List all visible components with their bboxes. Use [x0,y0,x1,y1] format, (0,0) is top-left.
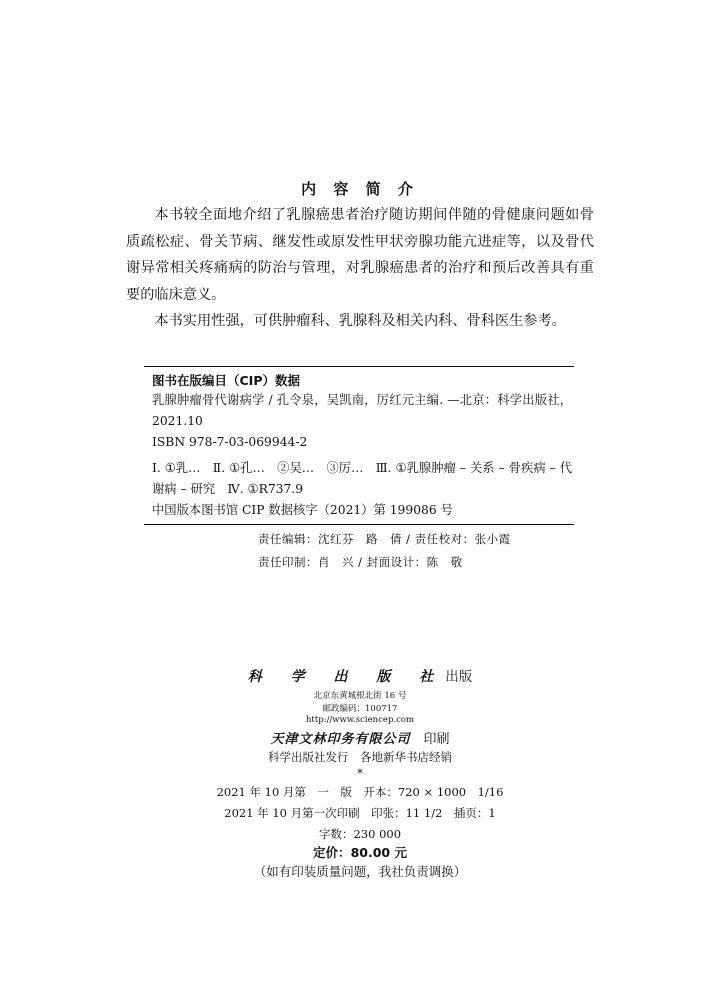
printing-line: 2021 年 10 月第一次印刷 印张：11 1/2 插页：1 [224,806,496,820]
intro-title: 内 容 简 介 [301,180,419,198]
cip-top-rule [144,366,574,367]
publisher-suffix: 出版 [445,669,473,685]
publisher-address: 北京东黄城根北街 16 号 [313,691,407,701]
cip-heading: 图书在版编目（CIP）数据 [152,373,300,388]
quality-note: （如有印装质量问题，我社负责调换） [253,864,467,879]
publisher-postcode: 邮政编码：100717 [322,704,398,714]
publisher-url: http://www.sciencep.com [305,715,415,725]
separator-star: * [357,766,363,780]
printer-suffix: 印刷 [423,732,450,747]
edition-line: 2021 年 10 月第 一 版 开本：720 × 1000 1/16 [216,785,504,799]
wordcount-line: 字数：230 000 [318,827,402,841]
price-line [0,843,720,861]
publisher-line [0,665,720,686]
price-value: 80.00 元 [350,845,407,860]
price-label: 定价： [313,845,351,860]
publisher-name: 科 学 出 版 社 [247,669,446,685]
printer-line [0,728,720,747]
intro-paragraph-2: 本书实用性强，可供肿瘤科、乳腺科及相关内科、骨科医生参考。 [154,313,566,329]
intro-paragraph-1: 本书较全面地介绍了乳腺癌患者治疗随访期间伴随的骨健康问题如骨质疏松症、骨关节病、继发性或原发性甲状旁腺功能亢进症等，以及骨代谢异常相关疼痛病的防治与管理，对乳腺癌患者的治疗和预后改善具有重要的临床意义。 [126,207,594,303]
staff-printing-design: 责任印制：肖 兴 / 封面设计：陈 敬 [258,555,463,569]
cip-bottom-rule [144,524,574,525]
cip-classification: Ⅰ. ①乳… Ⅱ. ①孔… ②吴… ③厉… Ⅲ. ①乳腺肿瘤 – 关系 – 骨疾病 – 代谢病 – 研究 Ⅳ. ①R737.9 [152,461,572,496]
cip-title-line: 乳腺肿瘤骨代谢病学 / 孔令泉，吴凯南，厉红元主编. —北京：科学出版社，2021.10 [152,393,572,428]
printer-name: 天津文林印务有限公司 [270,732,411,747]
cip-library-number: 中国版本图书馆 CIP 数据核字（2021）第 199086 号 [152,503,453,517]
staff-editors: 责任编辑：沈红芬 路 倩 / 责任校对：张小霞 [258,532,511,546]
cip-isbn: ISBN 978-7-03-069944-2 [152,435,308,449]
distribution-line: 科学出版社发行 各地新华书店经销 [268,750,452,764]
intro-body [126,202,594,335]
